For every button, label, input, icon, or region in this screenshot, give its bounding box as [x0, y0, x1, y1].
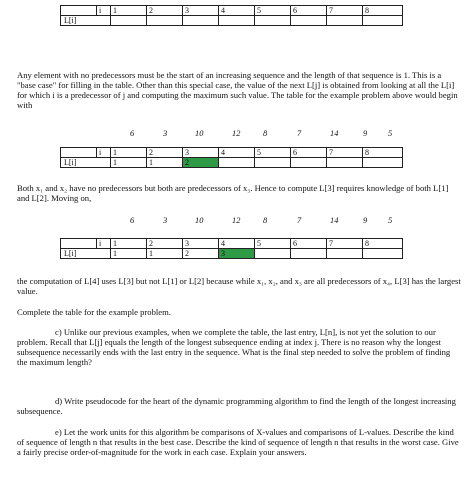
l-value-cell: 2 [183, 249, 219, 259]
l-value-cell: 2 [183, 158, 219, 168]
x-value: 12 [232, 129, 241, 138]
index-cell: 8 [363, 6, 403, 16]
x-values-row-2 [0, 216, 474, 226]
l-value-cell [255, 16, 291, 26]
x-value: 7 [297, 216, 302, 225]
index-cell: 6 [291, 239, 327, 249]
l-value-cell [219, 158, 255, 168]
index-cell: 3 [183, 239, 219, 249]
l-value-cell: 1 [111, 249, 147, 259]
l-value-cell [327, 249, 363, 259]
l-value-row [61, 158, 403, 168]
question-d: d) Write pseudocode for the heart of the dynamic programming algorithm to find the length of the longest increasing subsequence. [17, 396, 456, 416]
x-value: 8 [263, 129, 268, 138]
l-value-row [61, 16, 403, 26]
x-value: 3 [163, 216, 168, 225]
l-value-cell [363, 16, 403, 26]
index-cell: 1 [111, 239, 147, 249]
index-cell: 7 [327, 148, 363, 158]
x-value: 14 [330, 129, 339, 138]
l-table-1 [60, 5, 403, 26]
index-cell: 7 [327, 239, 363, 249]
index-cell: 1 [111, 148, 147, 158]
row-label-cell: L[i] [61, 249, 111, 259]
corner-cell [61, 6, 97, 16]
l-value-cell [147, 16, 183, 26]
index-cell: 2 [147, 148, 183, 158]
x-value: 7 [297, 129, 302, 138]
l-value-row [61, 249, 403, 259]
question-e: e) Let the work units for this algorithm be comparisons of X-values and comparisons of L-values. Describe the kind of sequence of length n that results in the best case. Describe the kind of sequence of length n that results in the worst case. Give a fairly precise order-of-magnitude for the work in each case. Explain your answers. [17, 427, 459, 457]
x-value: 9 [363, 129, 368, 138]
l-value-cell: 3 [219, 249, 255, 259]
paragraph-complete-table: Complete the table for the example problem. [17, 307, 171, 317]
x-value: 5 [388, 129, 393, 138]
l-value-cell: 1 [147, 158, 183, 168]
index-cell: 5 [255, 148, 291, 158]
index-cell: 3 [183, 6, 219, 16]
x-value: 9 [363, 216, 368, 225]
l-value-cell: 1 [147, 249, 183, 259]
index-header-cell: i [97, 6, 111, 16]
l-table-3 [60, 238, 403, 259]
index-cell: 5 [255, 239, 291, 249]
index-row [61, 6, 403, 16]
x-value: 3 [163, 129, 168, 138]
x-value: 8 [263, 216, 268, 225]
index-row [61, 148, 403, 158]
x-value: 14 [330, 216, 339, 225]
l-value-cell: 1 [111, 158, 147, 168]
index-cell: 6 [291, 6, 327, 16]
question-c: c) Unlike our previous examples, when we complete the table, the last entry, L[n], is not yet the solution to our problem. Recall that L[j] equals the length of the longest subsequence ending at index j. There is no reason why the longest subsequence necessarily ends with the last entry in the sequence. What is the final step needed to solve the problem of finding the maximum length? [17, 327, 451, 367]
index-header-cell: i [97, 239, 111, 249]
x-value: 6 [130, 129, 135, 138]
x-values-row-1 [0, 129, 474, 139]
index-cell: 2 [147, 239, 183, 249]
l-value-cell [327, 16, 363, 26]
l-value-cell [255, 249, 291, 259]
row-label-cell: L[i] [61, 16, 111, 26]
index-cell: 4 [219, 6, 255, 16]
index-cell: 8 [363, 148, 403, 158]
index-cell: 5 [255, 6, 291, 16]
l-value-cell [363, 249, 403, 259]
paragraph-predecessors: Both x₁ and x₂ have no predecessors but both are predecessors of x₃. Hence to compute L[3] requires knowledge of both L[1] and L[2]. Moving on, [17, 183, 449, 203]
x-value: 6 [130, 216, 135, 225]
paragraph-computation-l4: the computation of L[4] uses L[3] but not L[1] or L[2] because while x₁, x₂, and x₃ are all predecessors of x₄, L[3] has the largest value. [17, 276, 461, 296]
l-value-cell [111, 16, 147, 26]
corner-cell [61, 148, 97, 158]
x-value: 5 [388, 216, 393, 225]
corner-cell [61, 239, 97, 249]
row-label-cell: L[i] [61, 158, 111, 168]
index-cell: 2 [147, 6, 183, 16]
l-value-cell [363, 158, 403, 168]
l-value-cell [183, 16, 219, 26]
l-table-2 [60, 147, 403, 168]
index-cell: 4 [219, 148, 255, 158]
index-cell: 7 [327, 6, 363, 16]
paragraph-base-case: Any element with no predecessors must be the start of an increasing sequence and the length of that sequence is 1. This is a "base case" for filling in the table. Other than this special case, the value of the next L[j] is obtained from looking at all the L[i] for which i is a predecessor of j and computing the maximum such value. The table for the example problem above would begin with [17, 70, 458, 110]
index-header-cell: i [97, 148, 111, 158]
x-value: 12 [232, 216, 241, 225]
x-value: 10 [195, 216, 204, 225]
index-cell: 3 [183, 148, 219, 158]
index-cell: 8 [363, 239, 403, 249]
l-value-cell [291, 158, 327, 168]
index-cell: 1 [111, 6, 147, 16]
x-value: 10 [195, 129, 204, 138]
l-value-cell [291, 16, 327, 26]
l-value-cell [291, 249, 327, 259]
l-value-cell [219, 16, 255, 26]
l-value-cell [255, 158, 291, 168]
l-value-cell [327, 158, 363, 168]
index-cell: 6 [291, 148, 327, 158]
index-row [61, 239, 403, 249]
index-cell: 4 [219, 239, 255, 249]
